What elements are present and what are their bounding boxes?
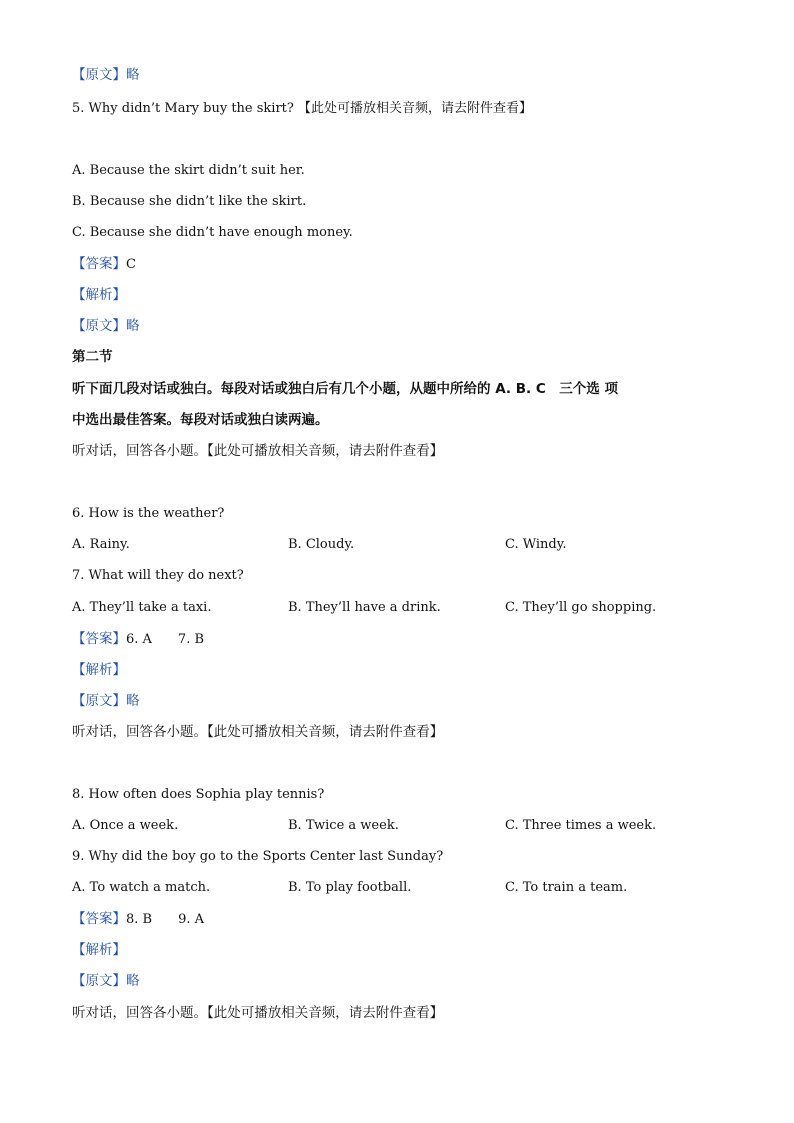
answer-value: 6. A 7. B [126,632,205,647]
answer-value: 8. B 9. A [126,912,205,927]
q5-original-note: 【原文】略 [72,318,140,334]
question-9: 9. Why did the boy go to the Sports Center last Sunday? [72,849,444,864]
q9-option-a: A. To watch a match. [72,880,211,895]
question-7: 7. What will they do next? [72,568,244,583]
q67-original-note: 【原文】略 [72,693,140,709]
question-8: 8. How often does Sophia play tennis? [72,787,325,802]
section-instructions-line1: 听下面几段对话或独白。每段对话或独白后有几个小题，从题中所给的 A. B. C 三个选 项 [72,381,618,397]
dialogue-prompt-2: 听对话，回答各小题。【此处可播放相关音频，请去附件查看】 [72,724,444,740]
question-6: 6. How is the weather? [72,506,225,521]
question-5: 5. Why didn’t Mary buy the skirt? 【此处可播放相关音频，请去附件查看】 [72,101,533,116]
answer-label: 【答案】 [72,256,126,272]
q7-option-a: A. They’ll take a taxi. [72,600,212,615]
q5-answer [72,255,136,274]
q7-option-c: C. They’ll go shopping. [505,600,657,615]
q8-option-b: B. Twice a week. [288,818,399,833]
q9-option-c: C. To train a team. [505,880,628,895]
q89-original-note: 【原文】略 [72,973,140,989]
q67-answer [72,630,204,649]
q5-analysis-label: 【解析】 [72,287,126,303]
q6-option-c: C. Windy. [505,537,567,552]
section-instructions-line2: 中选出最佳答案。每段对话或独白读两遍。 [72,412,329,428]
dialogue-prompt-3: 听对话，回答各小题。【此处可播放相关音频，请去附件查看】 [72,1005,444,1021]
q5-option-a: A. Because the skirt didn’t suit her. [72,163,305,178]
q5-option-b: B. Because she didn’t like the skirt. [72,194,307,209]
original-text-note: 【原文】略 [72,67,140,83]
q8-option-c: C. Three times a week. [505,818,657,833]
q7-option-b: B. They’ll have a drink. [288,600,441,615]
answer-label: 【答案】 [72,911,126,927]
q6-option-b: B. Cloudy. [288,537,355,552]
q5-option-c: C. Because she didn’t have enough money. [72,225,353,240]
section-title: 第二节 [72,349,113,365]
q9-option-b: B. To play football. [288,880,412,895]
q6-option-a: A. Rainy. [72,537,130,552]
q89-answer [72,910,204,929]
dialogue-prompt-1: 听对话，回答各小题。【此处可播放相关音频，请去附件查看】 [72,443,444,459]
q67-analysis-label: 【解析】 [72,662,126,678]
answer-label: 【答案】 [72,631,126,647]
q89-analysis-label: 【解析】 [72,942,126,958]
q8-option-a: A. Once a week. [72,818,179,833]
answer-value: C [126,257,136,272]
